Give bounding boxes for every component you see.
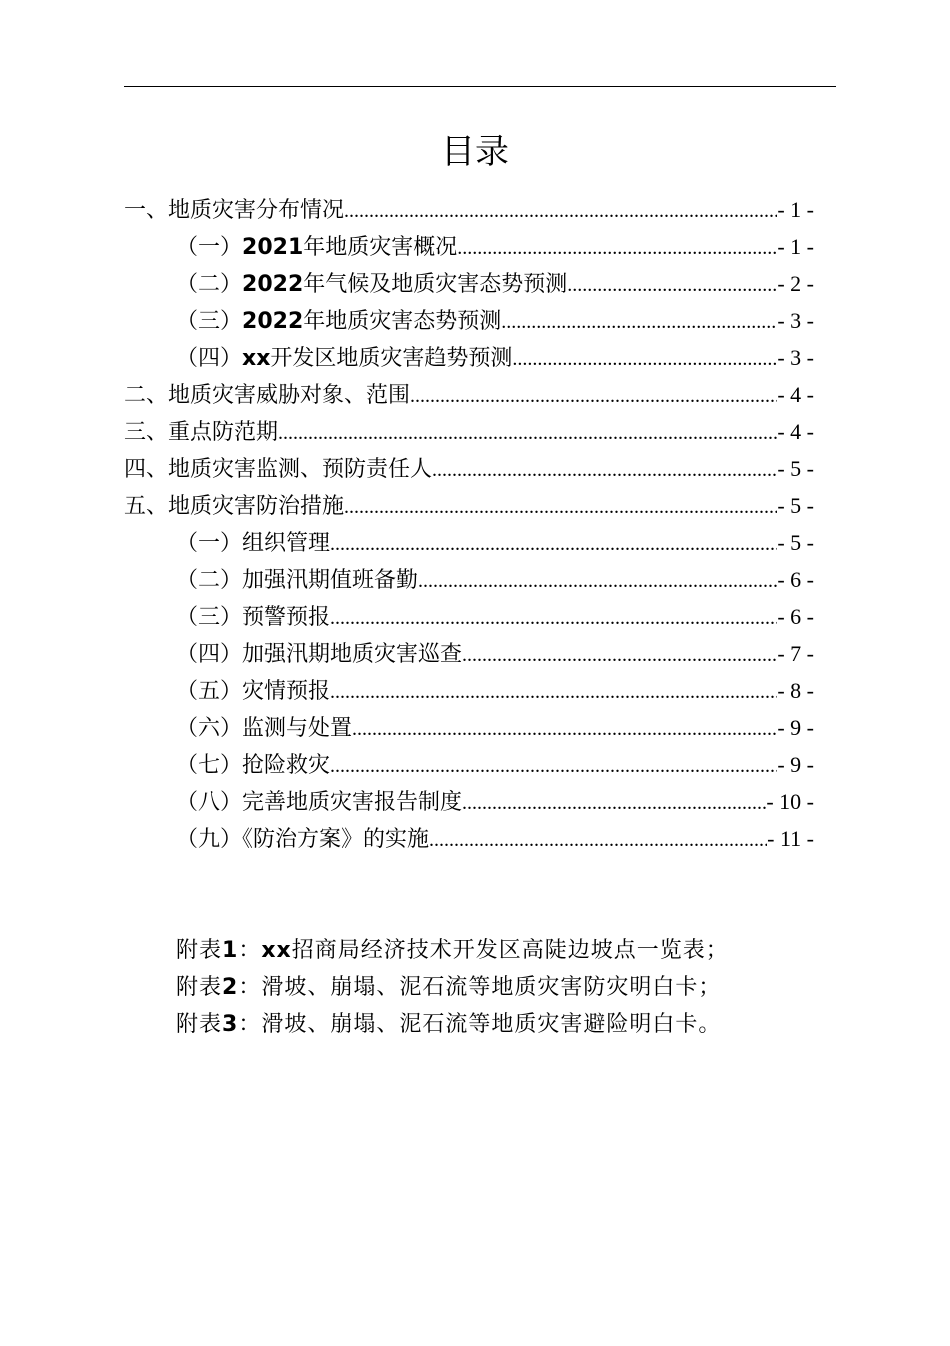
toc-entry-prefix: （八） bbox=[176, 790, 243, 815]
toc-entry[interactable] bbox=[124, 746, 814, 783]
appendix-text: 滑坡、崩塌、泥石流等地质灾害避险明白卡。 bbox=[261, 1012, 722, 1037]
toc-dot-leader bbox=[457, 230, 777, 267]
appendix-number: 2 bbox=[222, 975, 239, 1000]
toc-entry-text: 组织管理 bbox=[242, 531, 331, 556]
toc-entry-text: 地质灾害分布情况 bbox=[168, 198, 345, 223]
appendix-list bbox=[176, 932, 876, 1043]
toc-entry[interactable] bbox=[124, 524, 814, 561]
toc-page-number: - 7 - bbox=[777, 641, 814, 666]
toc-dot-leader bbox=[410, 378, 777, 415]
toc-page-number: - 6 - bbox=[777, 604, 814, 629]
toc-dot-leader bbox=[432, 452, 777, 489]
toc-entry-prefix: （九） bbox=[176, 827, 243, 852]
toc-entry[interactable] bbox=[124, 228, 814, 265]
toc-entry[interactable] bbox=[124, 265, 814, 302]
toc-entry-prefix: 三、 bbox=[124, 420, 169, 445]
toc-entry-text: 重点防范期 bbox=[168, 420, 279, 445]
appendix-number: 3 bbox=[222, 1012, 239, 1037]
toc-entry-prefix: （五） bbox=[176, 679, 243, 704]
toc-entry[interactable] bbox=[124, 709, 814, 746]
appendix-item bbox=[176, 969, 876, 1006]
toc-page-number: - 1 - bbox=[777, 234, 814, 259]
appendix-separator: ： bbox=[238, 975, 262, 1000]
toc-page-number: - 5 - bbox=[777, 456, 814, 481]
toc-dot-leader bbox=[344, 193, 777, 230]
toc-dot-leader bbox=[330, 748, 777, 785]
toc-entry-prefix: （四） bbox=[176, 346, 243, 371]
toc-entry-prefix: （二） bbox=[176, 272, 243, 297]
header-rule bbox=[124, 86, 836, 87]
toc-dot-leader bbox=[512, 341, 777, 378]
appendix-label: 附表 bbox=[176, 938, 223, 963]
toc-dot-leader bbox=[278, 415, 777, 452]
toc-entry-title bbox=[124, 377, 410, 414]
toc-entry-title bbox=[176, 303, 501, 340]
table-of-contents bbox=[124, 191, 814, 857]
toc-entry-number: 2022 bbox=[242, 309, 304, 334]
toc-dot-leader bbox=[418, 563, 777, 600]
toc-entry-text: 地质灾害监测、预防责任人 bbox=[168, 457, 433, 482]
toc-entry-title bbox=[176, 525, 330, 562]
toc-entry[interactable] bbox=[124, 339, 814, 376]
toc-dot-leader bbox=[352, 711, 777, 748]
toc-entry-title bbox=[176, 710, 352, 747]
appendix-label: 附表 bbox=[176, 1012, 223, 1037]
toc-page-number: - 8 - bbox=[777, 678, 814, 703]
toc-dot-leader bbox=[344, 489, 777, 526]
toc-entry-title bbox=[176, 266, 567, 303]
toc-entry-text: 地质灾害威胁对象、范围 bbox=[168, 383, 411, 408]
toc-entry-number: 2021 bbox=[242, 235, 304, 260]
toc-page-number: - 10 - bbox=[766, 789, 814, 814]
toc-entry-text: 监测与处置 bbox=[242, 716, 353, 741]
toc-entry-title bbox=[176, 562, 418, 599]
appendix-label: 附表 bbox=[176, 975, 223, 1000]
toc-entry[interactable] bbox=[124, 302, 814, 339]
toc-entry-title bbox=[124, 451, 432, 488]
toc-page-number: - 9 - bbox=[777, 715, 814, 740]
appendix-separator: ： bbox=[238, 1012, 262, 1037]
toc-page-number: - 9 - bbox=[777, 752, 814, 777]
appendix-item bbox=[176, 1006, 876, 1043]
toc-entry[interactable] bbox=[124, 820, 814, 857]
toc-entry-text: 《防治方案》的实施 bbox=[242, 827, 430, 852]
toc-page-number: - 4 - bbox=[777, 419, 814, 444]
toc-entry-prefix: （一） bbox=[176, 531, 243, 556]
toc-entry-prefix: 五、 bbox=[124, 494, 169, 519]
toc-entry-title bbox=[176, 784, 462, 821]
toc-entry-title bbox=[176, 673, 330, 710]
toc-entry-number: xx bbox=[242, 346, 271, 371]
toc-entry-text: 完善地质灾害报告制度 bbox=[242, 790, 463, 815]
toc-dot-leader bbox=[501, 304, 777, 341]
toc-entry-text: 预警预报 bbox=[242, 605, 331, 630]
toc-page-number: - 3 - bbox=[777, 308, 814, 333]
toc-entry-title bbox=[176, 229, 457, 266]
toc-entry[interactable] bbox=[124, 450, 814, 487]
toc-page-number: - 2 - bbox=[777, 271, 814, 296]
toc-entry-prefix: （七） bbox=[176, 753, 243, 778]
toc-page-number: - 3 - bbox=[777, 345, 814, 370]
toc-entry[interactable] bbox=[124, 487, 814, 524]
toc-entry[interactable] bbox=[124, 672, 814, 709]
toc-entry-text: 年地质灾害概况 bbox=[303, 235, 458, 260]
toc-page-number: - 5 - bbox=[777, 530, 814, 555]
toc-page-number: - 4 - bbox=[777, 382, 814, 407]
toc-entry[interactable] bbox=[124, 191, 814, 228]
appendix-number: 1 bbox=[222, 938, 239, 963]
toc-entry-text: 加强汛期值班备勤 bbox=[242, 568, 419, 593]
toc-entry-title bbox=[176, 599, 330, 636]
toc-entry[interactable] bbox=[124, 561, 814, 598]
toc-entry[interactable] bbox=[124, 635, 814, 672]
toc-entry-text: 灾情预报 bbox=[242, 679, 331, 704]
toc-entry-prefix: 二、 bbox=[124, 383, 169, 408]
toc-entry-number: 2022 bbox=[242, 272, 304, 297]
toc-entry[interactable] bbox=[124, 783, 814, 820]
toc-entry-text: 年气候及地质灾害态势预测 bbox=[303, 272, 568, 297]
toc-entry-text: 加强汛期地质灾害巡查 bbox=[242, 642, 463, 667]
toc-entry[interactable] bbox=[124, 413, 814, 450]
toc-entry-text: 地质灾害防治措施 bbox=[168, 494, 345, 519]
toc-dot-leader bbox=[429, 822, 767, 859]
toc-entry[interactable] bbox=[124, 376, 814, 413]
toc-dot-leader bbox=[462, 637, 777, 674]
toc-entry-prefix: 四、 bbox=[124, 457, 169, 482]
toc-page-number: - 11 - bbox=[767, 826, 814, 851]
toc-page-number: - 5 - bbox=[777, 493, 814, 518]
toc-entry-title bbox=[176, 340, 512, 377]
appendix-separator: ： bbox=[238, 938, 262, 963]
toc-entry-prefix: （三） bbox=[176, 605, 243, 630]
appendix-text: 滑坡、崩塌、泥石流等地质灾害防灾明白卡； bbox=[261, 975, 722, 1000]
toc-dot-leader bbox=[462, 785, 766, 822]
toc-page-number: - 1 - bbox=[777, 197, 814, 222]
toc-entry-title bbox=[124, 414, 278, 451]
toc-dot-leader bbox=[330, 600, 777, 637]
toc-entry-prefix: （六） bbox=[176, 716, 243, 741]
toc-entry-title bbox=[176, 821, 429, 858]
toc-entry-title bbox=[124, 488, 344, 525]
toc-entry-text: 年地质灾害态势预测 bbox=[303, 309, 502, 334]
toc-entry-prefix: 一、 bbox=[124, 198, 169, 223]
toc-entry-title bbox=[176, 636, 462, 673]
toc-entry-prefix: （三） bbox=[176, 309, 243, 334]
toc-entry-text: 开发区地质灾害趋势预测 bbox=[270, 346, 513, 371]
toc-entry-title bbox=[124, 192, 344, 229]
appendix-text: 招商局经济技术开发区高陡边坡点一览表； bbox=[291, 938, 729, 963]
toc-dot-leader bbox=[567, 267, 777, 304]
toc-page-number: - 6 - bbox=[777, 567, 814, 592]
toc-entry-prefix: （二） bbox=[176, 568, 243, 593]
toc-entry-title bbox=[176, 747, 330, 784]
page-title: 目录 bbox=[441, 132, 509, 172]
toc-entry-prefix: （四） bbox=[176, 642, 243, 667]
toc-entry-prefix: （一） bbox=[176, 235, 243, 260]
appendix-bold-prefix: xx bbox=[261, 938, 292, 963]
toc-dot-leader bbox=[330, 526, 777, 563]
toc-entry[interactable] bbox=[124, 598, 814, 635]
toc-entry-text: 抢险救灾 bbox=[242, 753, 331, 778]
toc-dot-leader bbox=[330, 674, 777, 711]
appendix-item bbox=[176, 932, 876, 969]
